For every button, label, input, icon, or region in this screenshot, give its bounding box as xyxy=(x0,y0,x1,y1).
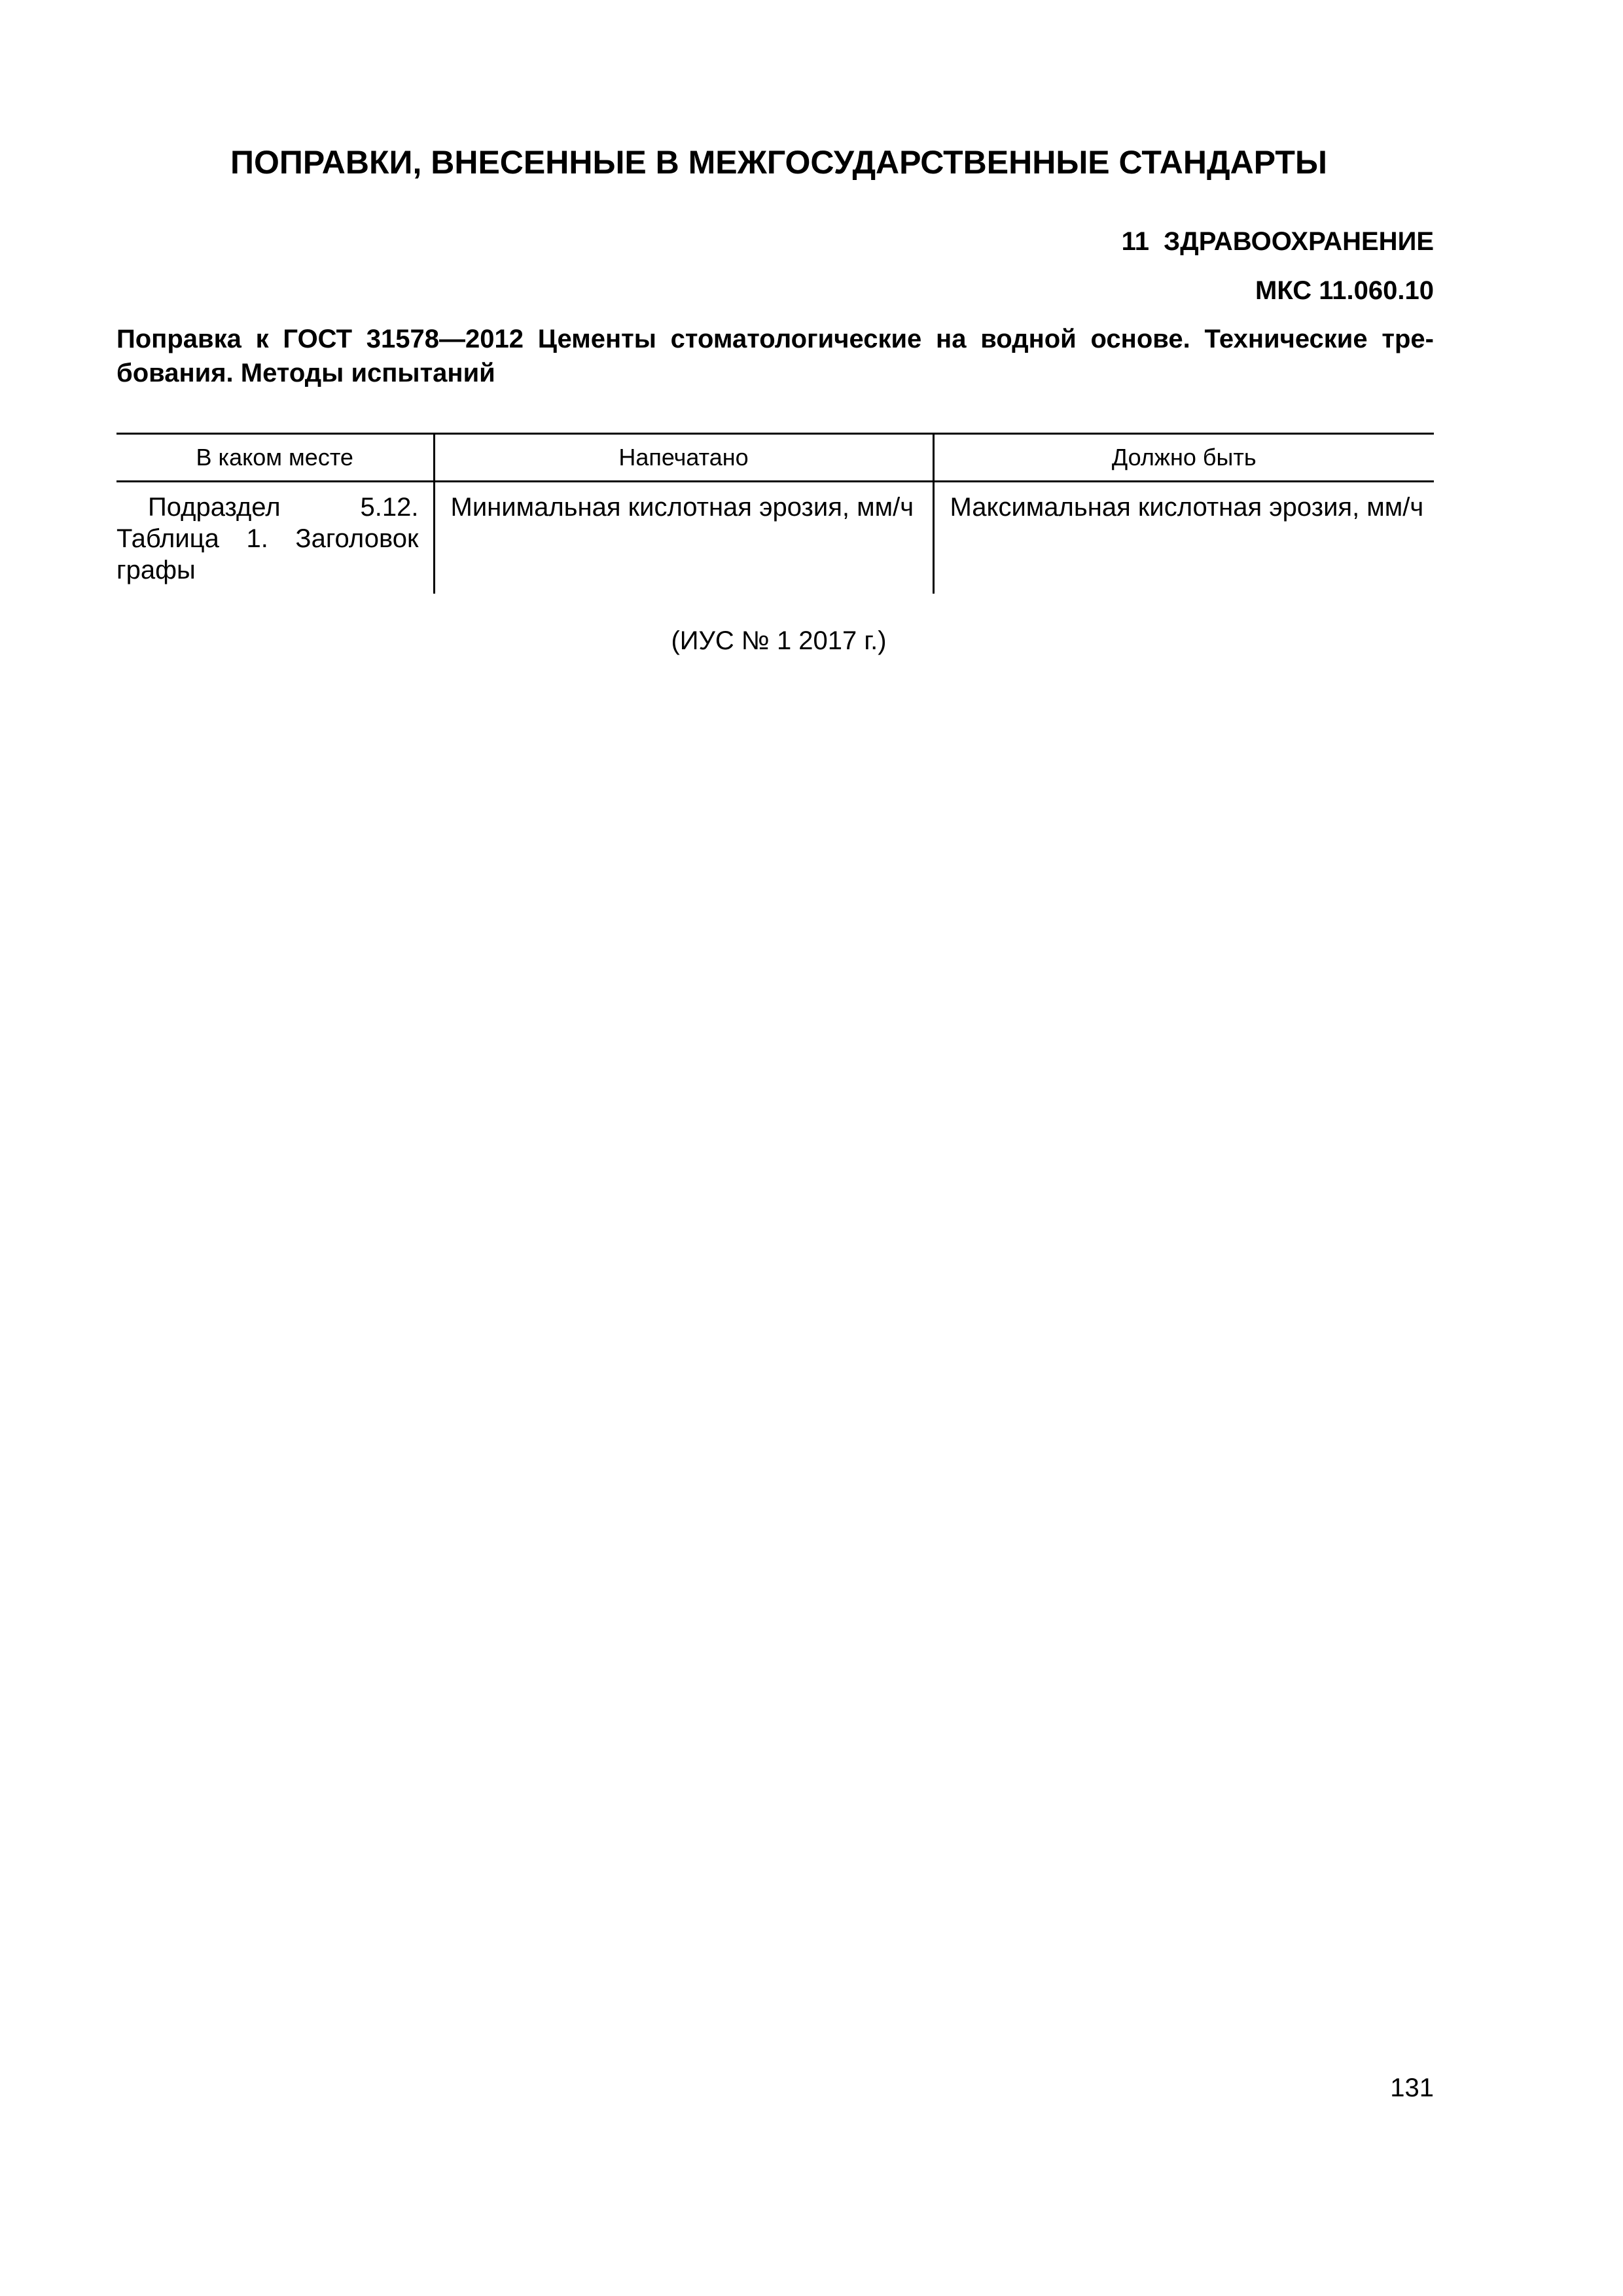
cell-should-be: Максимальная кислотная эрозия, мм/ч xyxy=(933,482,1434,594)
table-header-row xyxy=(116,434,1434,482)
corrections-table xyxy=(116,433,1434,594)
source-note: (ИУС № 1 2017 г.) xyxy=(671,626,887,655)
cell-location: Подраздел 5.12. Таблица 1. Заголовок графы xyxy=(116,493,419,584)
page-number: 131 xyxy=(1390,2073,1434,2102)
amendment-title: Поправка к ГОСТ 31578—2012 Цементы стоматологические на водной основе. Технические тре-бования. Методы испытаний xyxy=(116,325,1434,387)
column-header-should-be: Должно быть xyxy=(933,434,1434,482)
column-header-printed: Напечатано xyxy=(434,434,933,482)
table-row xyxy=(116,482,1434,594)
section-title: 11 ЗДРАВООХРАНЕНИЕ xyxy=(1121,227,1434,256)
mks-code: МКС 11.060.10 xyxy=(1255,276,1434,305)
cell-printed: Минимальная кислотная эрозия, мм/ч xyxy=(434,482,933,594)
column-header-location: В каком месте xyxy=(116,434,434,482)
page-heading: ПОПРАВКИ, ВНЕСЕННЫЕ В МЕЖГОСУДАРСТВЕННЫЕ СТАНДАРТЫ xyxy=(230,144,1327,181)
